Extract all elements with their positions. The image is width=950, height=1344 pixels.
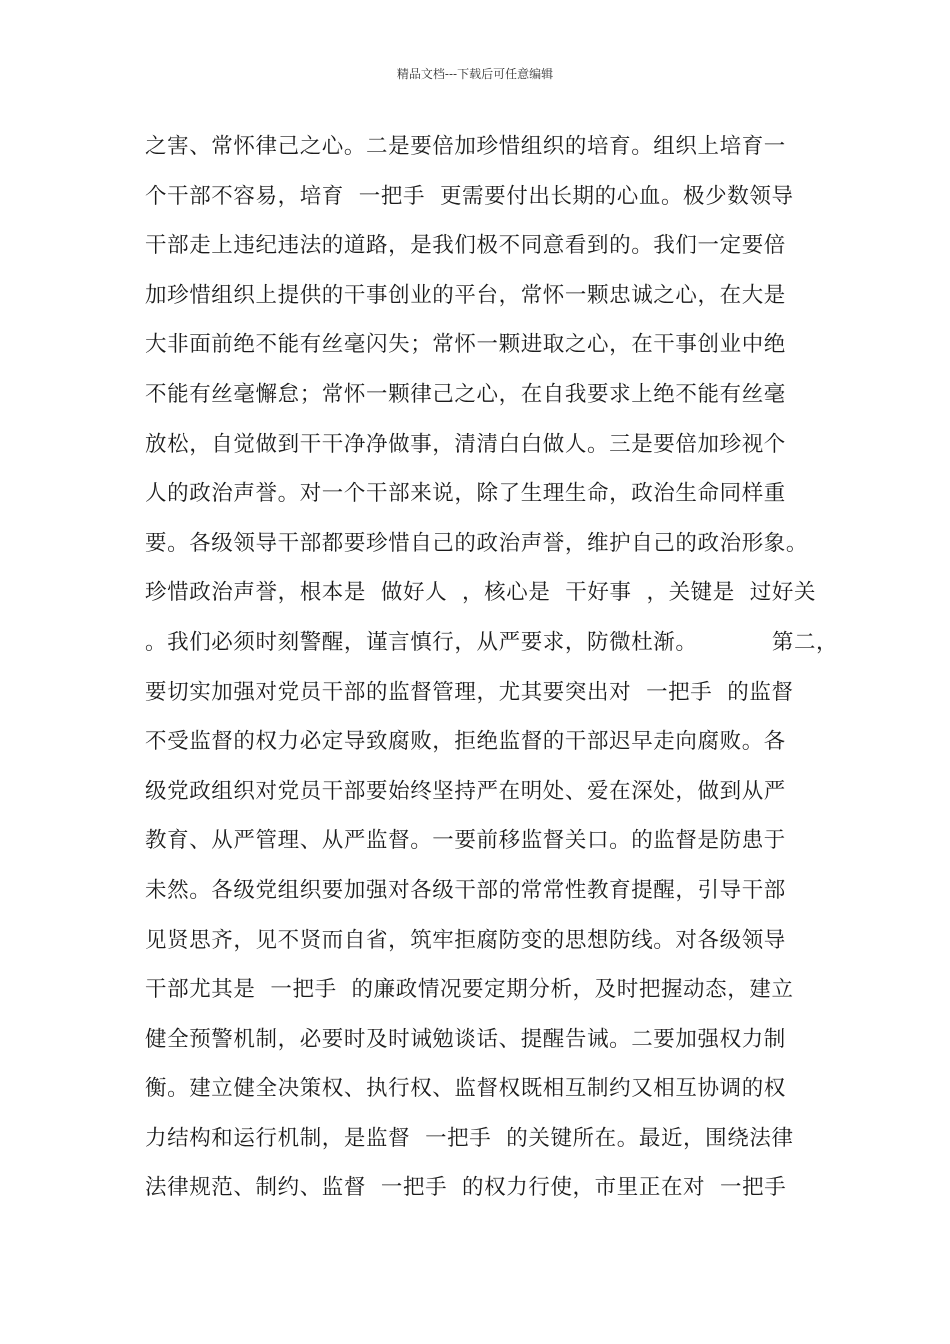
text-line: 未然。各级党组织要加强对各级干部的常常性教育提醒，引导干部 — [145, 877, 786, 903]
text-line: 衡。建立健全决策权、执行权、监督权既相互制约又相互协调的权 — [145, 1076, 786, 1102]
text-line: 干部走上违纪违法的道路，是我们极不同意看到的。我们一定要倍 — [145, 233, 786, 259]
text-line: 级党政组织对党员干部要始终坚持严在明处、爱在深处，做到从严 — [145, 778, 786, 804]
document-body — [145, 129, 839, 1220]
text-line: 不能有丝毫懈怠；常怀一颗律己之心，在自我要求上绝不能有丝毫 — [145, 381, 786, 407]
text-line: 。我们必须时刻警醒，谨言慎行，从严要求，防微杜渐。 第二， — [145, 629, 839, 655]
text-line: 干部尤其是 一把手 的廉政情况要定期分析，及时把握动态，建立 — [145, 977, 794, 1003]
text-line: 要切实加强对党员干部的监督管理，尤其要突出对 一把手 的监督 — [145, 679, 794, 705]
text-line: 放松，自觉做到干干净净做事，清清白白做人。三是要倍加珍视个 — [145, 431, 786, 457]
text-line: 要。各级领导干部都要珍惜自己的政治声誉，维护自己的政治形象。 — [145, 530, 809, 556]
text-line: 健全预警机制，必要时及时诫勉谈话、提醒告诫。二要加强权力制 — [145, 1026, 786, 1052]
page-header: 精品文档---下载后可任意编辑 — [396, 67, 554, 81]
text-line: 法律规范、制约、监督 一把手 的权力行使，市里正在对 一把手 — [145, 1175, 787, 1201]
text-line: 珍惜政治声誉，根本是 做好人 ，核心是 干好事 ，关键是 过好关 — [145, 580, 817, 606]
text-line: 力结构和运行机制，是监督 一把手 的关键所在。最近，围绕法律 — [145, 1125, 794, 1151]
text-line: 个干部不容易，培育 一把手 更需要付出长期的心血。极少数领导 — [145, 183, 794, 209]
text-line: 不受监督的权力必定导致腐败，拒绝监督的干部迟早走向腐败。各 — [145, 729, 786, 755]
text-line: 见贤思齐，见不贤而自省，筑牢拒腐防变的思想防线。对各级领导 — [145, 927, 786, 953]
text-line: 加珍惜组织上提供的干事创业的平台，常怀一颗忠诚之心，在大是 — [145, 282, 786, 308]
text-line: 之害、常怀律己之心。二是要倍加珍惜组织的培育。组织上培育一 — [145, 134, 786, 159]
text-line: 教育、从严管理、从严监督。一要前移监督关口。的监督是防患于 — [145, 828, 786, 854]
text-line: 大非面前绝不能有丝毫闪失；常怀一颗进取之心，在干事创业中绝 — [145, 332, 786, 358]
text-line: 人的政治声誉。对一个干部来说，除了生理生命，政治生命同样重 — [145, 481, 786, 507]
